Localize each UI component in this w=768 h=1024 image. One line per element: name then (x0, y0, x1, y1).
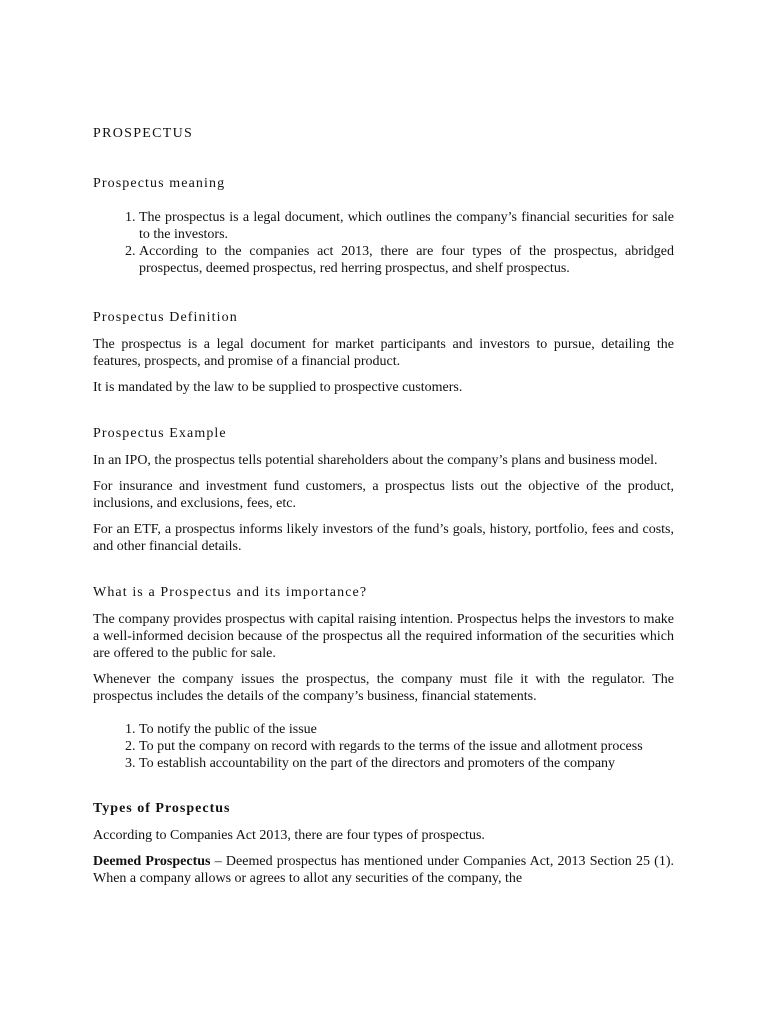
document-title: PROSPECTUS (93, 126, 194, 141)
example-paragraph: For insurance and investment fund customers, a prospectus lists out the objective of the product, inclusions, and exclusions, fees, etc. (93, 479, 674, 511)
deemed-prospectus-text: – Deemed prospectus has mentioned under Companies Act, 2013 Section 25 (1). When a company allows or agrees to allot any securities of the company, the (93, 854, 675, 886)
list-item: 3. To establish accountability on the part of the directors and promoters of the company (139, 755, 674, 772)
heading-importance: What is a Prospectus and its importance? (93, 585, 368, 600)
list-item: 1. The prospectus is a legal document, which outlines the company’s financial securities for sale to the investors. (139, 209, 674, 243)
list-item: 1. To notify the public of the issue (139, 721, 674, 738)
heading-types-of-prospectus: Types of Prospectus (93, 801, 231, 816)
meaning-list (93, 209, 674, 277)
deemed-prospectus-label: Deemed Prospectus (93, 854, 211, 869)
importance-paragraph: Whenever the company issues the prospectus, the company must file it with the regulator. The prospectus includes the details of the company’s business, financial statements. (93, 672, 674, 704)
example-paragraph: In an IPO, the prospectus tells potential shareholders about the company’s plans and business model. (93, 453, 658, 468)
example-paragraph: For an ETF, a prospectus informs likely investors of the fund’s goals, history, portfolio, fees and costs, and other financial details. (93, 522, 674, 554)
list-item: 2. To put the company on record with regards to the terms of the issue and allotment process (139, 738, 674, 755)
deemed-prospectus-paragraph (93, 853, 674, 887)
types-intro: According to Companies Act 2013, there are four types of prospectus. (93, 828, 485, 843)
definition-paragraph: The prospectus is a legal document for market participants and investors to pursue, detailing the features, prospects, and promise of a financial product. (93, 337, 674, 369)
heading-prospectus-example: Prospectus Example (93, 426, 227, 441)
importance-list (93, 721, 674, 772)
importance-paragraph: The company provides prospectus with capital raising intention. Prospectus helps the investors to make a well-informed decision because of the prospectus all the required information of the securities which are offered to the public for sale. (93, 612, 674, 661)
document-body (93, 125, 674, 887)
heading-prospectus-meaning: Prospectus meaning (93, 176, 226, 191)
heading-prospectus-definition: Prospectus Definition (93, 310, 238, 325)
definition-paragraph: It is mandated by the law to be supplied to prospective customers. (93, 380, 463, 395)
list-item: 2. According to the companies act 2013, there are four types of the prospectus, abridged prospectus, deemed prospectus, red herring prospectus, and shelf prospectus. (139, 243, 674, 277)
